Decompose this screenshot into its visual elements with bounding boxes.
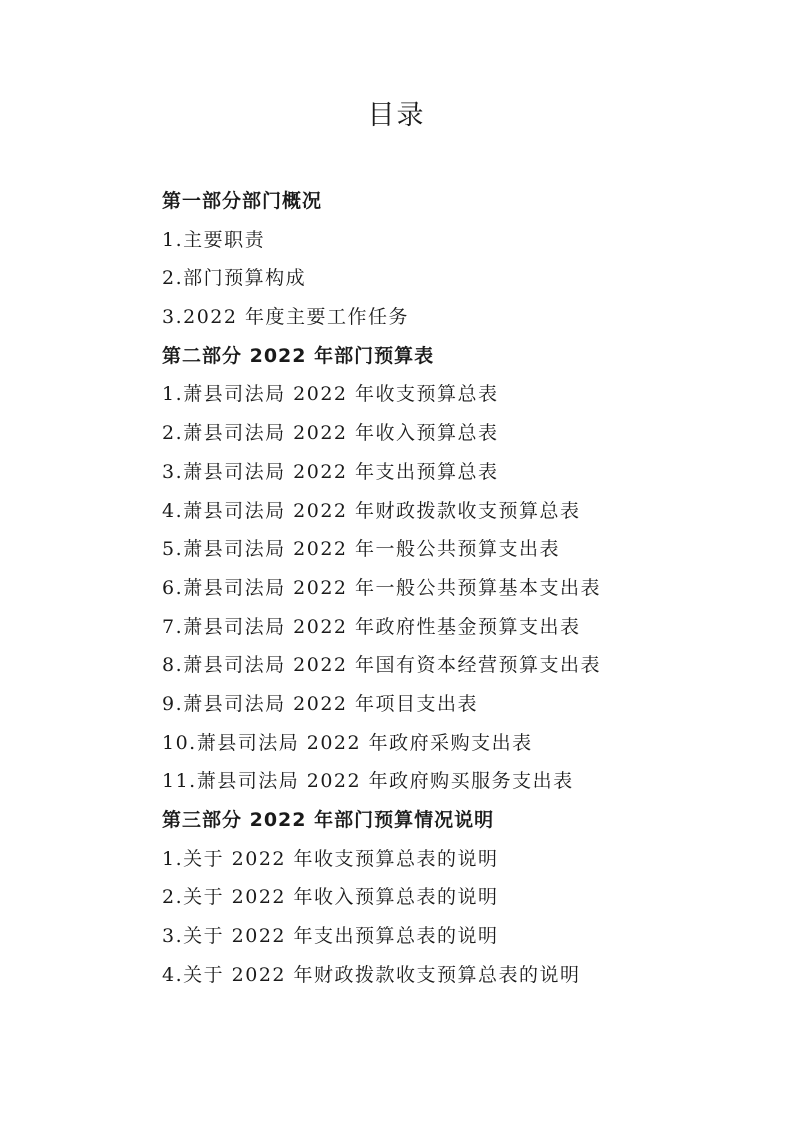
toc-item[interactable]: 10.萧县司法局 2022 年政府采购支出表	[162, 731, 533, 754]
section-heading-1[interactable]: 第一部分部门概况	[162, 190, 323, 212]
toc-item[interactable]: 1.关于 2022 年收支预算总表的说明	[162, 847, 499, 870]
toc-item[interactable]: 1.萧县司法局 2022 年收支预算总表	[162, 383, 499, 406]
toc-item[interactable]: 4.萧县司法局 2022 年财政拨款收支预算总表	[162, 499, 581, 522]
toc-item[interactable]: 4.关于 2022 年财政拨款收支预算总表的说明	[162, 963, 581, 986]
toc-item[interactable]: 9.萧县司法局 2022 年项目支出表	[162, 692, 479, 715]
toc-item[interactable]: 8.萧县司法局 2022 年国有资本经营预算支出表	[162, 654, 602, 677]
toc-item[interactable]: 5.萧县司法局 2022 年一般公共预算支出表	[162, 538, 561, 561]
toc-item[interactable]: 7.萧县司法局 2022 年政府性基金预算支出表	[162, 615, 581, 638]
toc-item[interactable]: 2.萧县司法局 2022 年收入预算总表	[162, 422, 499, 445]
table-of-contents	[162, 182, 722, 994]
toc-item[interactable]: 11.萧县司法局 2022 年政府购买服务支出表	[162, 770, 574, 793]
page-title: 目录	[367, 100, 426, 131]
section-heading-3[interactable]: 第三部分 2022 年部门预算情况说明	[162, 809, 495, 831]
toc-item[interactable]: 6.萧县司法局 2022 年一般公共预算基本支出表	[162, 576, 602, 599]
toc-item[interactable]: 3.萧县司法局 2022 年支出预算总表	[162, 460, 499, 483]
toc-item[interactable]: 3.关于 2022 年支出预算总表的说明	[162, 925, 499, 948]
toc-item[interactable]: 3.2022 年度主要工作任务	[162, 306, 410, 329]
toc-item[interactable]: 2.部门预算构成	[162, 267, 307, 290]
toc-item[interactable]: 2.关于 2022 年收入预算总表的说明	[162, 886, 499, 909]
section-heading-2[interactable]: 第二部分 2022 年部门预算表	[162, 344, 435, 367]
toc-item[interactable]: 1.主要职责	[162, 228, 266, 251]
